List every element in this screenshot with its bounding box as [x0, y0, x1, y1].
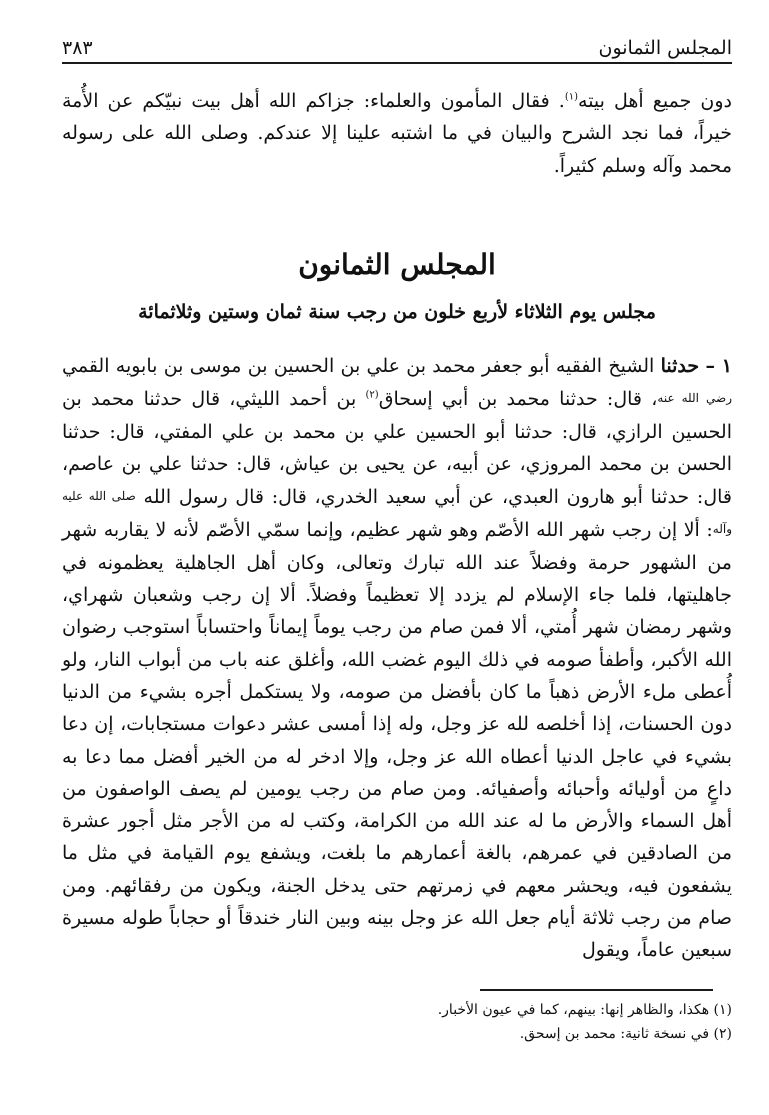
- footnotes: [62, 998, 732, 1046]
- honorific-ligature-icon: رضي الله عنه: [657, 391, 733, 406]
- footnote-ref-2[interactable]: (٢): [365, 389, 379, 401]
- intro-text-start: دون جميع أهل بيته: [578, 90, 732, 112]
- footnote-2: [62, 1022, 732, 1046]
- hadith-number: ١ –: [705, 355, 732, 377]
- book-page: [62, 0, 732, 1115]
- footnote-1: [62, 998, 732, 1022]
- footnote-ref-1[interactable]: (١): [564, 91, 579, 103]
- intro-paragraph: [62, 85, 732, 182]
- hadith-text: : ألا إن رجب شهر الله الأصّم وهو شهر عظيم، وإنما سمّي الأصّم لأنه لا يقاربه شهر من الشهور حرمة وفضلاً عند الله تبارك وتعالى، وكان أهل الجاهلية يعظمونه في جاهليتها، فلما جاء الإسلام لم يزدد إلا تعظيماً وفضلاً. ألا إن رجب وشعبان شهراي، وشهر رمضان شهر أُمتي، ألا فمن صام من رجب يوماً إيماناً واحتساباً استوجب رضوان الله الأكبر، وأطفأ صومه في ذلك اليوم غضب الله، وأغلق عنه باب من أبواب النار، ولو أُعطى ملء الأرض ذهباً ما كان بأفضل من صومه، ولا يستكمل أجره بشيء من الدنيا دون الحسنات، إذا أخلصه لله عز وجل، وله إذا أمسى عشر دعوات مستجابات، إن دعا بشيء في عاجل الدنيا أعطاه الله عز وجل، وإلا ادخر له من الخير أفضل مما دعا به داعٍ من أوليائه وأحبائه وأصفيائه. ومن صام من رجب يومين لم يصف الواصفون من أهل السماء والأرض ما له عند الله من الكرامة، وكتب له من الأجر مثل أجور عشرة من الصادقين في عمرهم، بالغة أعمارهم ما بلغت، ويشفع يوم القيامة في مثل ما يشفعون فيه، ويحشر معهم في زمرتهم حتى يدخل الجنة، ويكون من رفقائهم. ومن صام من رجب ثلاثة أيام جعل الله عز وجل بينه وبين النار خندقاً أو حجاباً طوله مسيرة سبعين عاماً، ويقول: [62, 519, 732, 962]
- footnote-separator: [480, 989, 713, 991]
- running-header-title: المجلس الثمانون: [598, 37, 732, 59]
- hadith-chain-part-3: بن أحمد الليثي، قال حدثنا محمد بن الحسين الرازي، قال: حدثنا أبو الحسين علي بن محمد بن علي المفتي، قال: حدثنا الحسن بن محمد المروزي، عن أبيه، عن يحيى بن عياش، قال: حدثنا علي بن عاصم، قال: حدثنا أبو هارون العبدي، عن أبي سعيد الخدري، قال: قال رسول الله: [62, 388, 732, 509]
- footnote-marker: (٢): [713, 1026, 732, 1042]
- hadith-chain-part-2: ، قال: حدثنا محمد بن أبي إسحاق: [378, 388, 658, 411]
- chapter-subtitle: مجلس يوم الثلاثاء لأربع خلون من رجب سنة ثمان وستين وثلاثمائة: [138, 301, 656, 323]
- salawat-ligature-icon: صلى الله عليه وآله: [62, 489, 732, 537]
- chapter-title: المجلس الثمانون: [298, 248, 496, 281]
- hadith-chain-part-1: الشيخ الفقيه أبو جعفر محمد بن علي بن الحسين بن موسى بن بابويه القمي: [62, 355, 655, 377]
- hadith-paragraph: [62, 350, 732, 967]
- hadith-opening: حدثنا: [660, 355, 700, 377]
- intro-text-end: . فقال المأمون والعلماء: جزاكم الله أهل بيت نبيّكم عن الأُمة خيراً، فما نجد الشرح والبيان في ما اشتبه علينا إلا عندكم. وصلى الله على رسوله محمد وآله وسلم كثيراً.: [62, 90, 732, 177]
- page-number: ٣٨٣: [62, 37, 93, 59]
- footnote-text: في نسخة ثانية: محمد بن إسحق.: [519, 1026, 710, 1042]
- footnote-marker: (١): [713, 1002, 732, 1018]
- running-header: [62, 30, 732, 64]
- footnote-text: هكذا، والظاهر إنها: بينهم، كما في عيون الأخبار.: [437, 1002, 710, 1018]
